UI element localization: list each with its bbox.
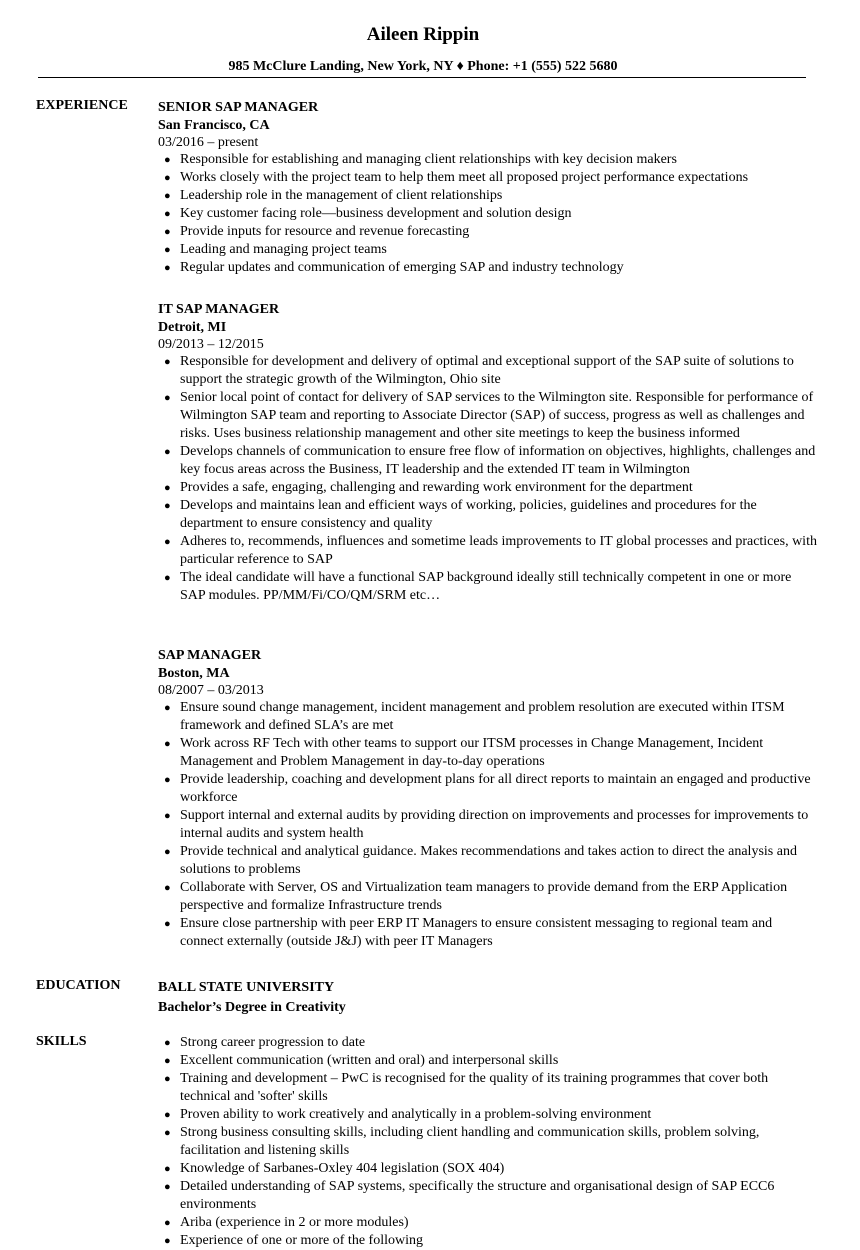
list-item: ● Strong career progression to date [164,1035,366,1050]
job-3 [158,647,818,951]
list-item: ● Provide leadership, coaching and development plans for all direct reports to maintain an engaged and productive workforce [164,772,811,805]
list-item: ● Ariba (experience in 2 or more modules) [164,1215,409,1230]
job-2 [158,301,818,605]
list-item: ● Provide technical and analytical guidance. Makes recommendations and takes action to direct the analysis and solutions to problems [164,844,797,877]
bullet-icon: ● [164,774,171,786]
bullet-icon: ● [164,1037,171,1049]
list-item: ● Strong business consulting skills, including client handling and communication skills, problem solving, facilitation and listening skills [164,1125,760,1158]
bullet-icon: ● [164,536,171,548]
bullet-icon: ● [164,1181,171,1193]
header-divider [38,77,806,78]
bullet-icon: ● [164,208,171,220]
list-item: ● The ideal candidate will have a functional SAP background ideally still technically competent in one or more SAP modules. PP/MM/Fi/CO/QM/SRM etc… [164,570,792,603]
list-item: ● Develops and maintains lean and efficient ways of working, policies, guidelines and procedures for the department to ensure consistency and quality [164,498,757,531]
bullet-icon: ● [164,1055,171,1067]
job-location: San Francisco, CA [158,118,270,133]
job-title: SAP MANAGER [158,648,262,663]
job-1 [158,99,818,277]
bullet-icon: ● [164,572,171,584]
education-entry [158,979,818,1017]
skills-heading: SKILLS [36,1034,87,1049]
degree: Bachelor’s Degree in Creativity [158,1000,346,1015]
bullet-icon: ● [164,446,171,458]
bullet-icon: ● [164,190,171,202]
list-item: ● Work across RF Tech with other teams to support our ITSM processes in Change Management, Incident Management and Problem Management in day-to-day operations [164,736,764,769]
bullet-icon: ● [164,1235,171,1247]
list-item: ● Experience of one or more of the following [164,1233,423,1248]
list-item: ● Develops channels of communication to ensure free flow of information on objectives, highlights, challenges and key focus areas across the Business, IT leadership and the extended IT team in Wilmington [164,444,816,477]
job-bullets [158,353,818,605]
skills-list [158,1034,818,1250]
list-item: ● Provide inputs for resource and revenue forecasting [164,224,470,239]
job-bullets [158,699,818,951]
list-item: ● Leading and managing project teams [164,242,387,257]
list-item: ● Support internal and external audits by providing direction on improvements and processes for improvements to internal audits and system health [164,808,809,841]
job-location: Boston, MA [158,666,230,681]
list-item: ● Ensure sound change management, incident management and problem resolution are executed within ITSM framework and defined SLA’s are met [164,700,785,733]
list-item: ● Collaborate with Server, OS and Virtualization team managers to provide demand from the ERP Application perspective and formalize Infrastructure trends [164,880,788,913]
job-dates: 03/2016 – present [158,135,259,150]
bullet-icon: ● [164,500,171,512]
job-dates: 09/2013 – 12/2015 [158,337,264,352]
list-item: ● Responsible for development and delivery of optimal and exceptional support of the SAP suite of solutions to support the strategic growth of the Wilmington, Ohio site [164,354,794,387]
candidate-name: Aileen Rippin [366,24,480,45]
bullet-icon: ● [164,702,171,714]
job-title: IT SAP MANAGER [158,302,280,317]
bullet-icon: ● [164,882,171,894]
bullet-icon: ● [164,1217,171,1229]
job-title: SENIOR SAP MANAGER [158,100,319,115]
bullet-icon: ● [164,1109,171,1121]
list-item: ● Adheres to, recommends, influences and sometime leads improvements to IT global processes and practices, with particular reference to SAP [164,534,817,567]
bullet-icon: ● [164,244,171,256]
bullet-icon: ● [164,226,171,238]
list-item: ● Responsible for establishing and managing client relationships with key decision makers [164,152,677,167]
bullet-icon: ● [164,738,171,750]
list-item: ● Leadership role in the management of client relationships [164,188,503,203]
bullet-icon: ● [164,1073,171,1085]
bullet-icon: ● [164,262,171,274]
list-item: ● Key customer facing role—business development and solution design [164,206,572,221]
list-item: ● Training and development – PwC is recognised for the quality of its training programmes that cover both technical and 'softer' skills [164,1071,769,1104]
bullet-icon: ● [164,154,171,166]
bullet-icon: ● [164,482,171,494]
list-item: ● Works closely with the project team to help them meet all proposed project performance expectations [164,170,749,185]
list-item: ● Detailed understanding of SAP systems, specifically the structure and organisational design of SAP ECC6 environments [164,1179,775,1212]
contact-line: 985 McClure Landing, New York, NY ♦ Phone: +1 (555) 522 5680 [228,59,618,74]
job-bullets [158,151,818,277]
list-item: ● Knowledge of Sarbanes-Oxley 404 legislation (SOX 404) [164,1161,505,1176]
list-item: ● Proven ability to work creatively and analytically in a problem-solving environment [164,1107,652,1122]
bullet-icon: ● [164,172,171,184]
job-location: Detroit, MI [158,320,227,335]
bullet-icon: ● [164,810,171,822]
experience-heading: EXPERIENCE [36,98,128,113]
bullet-icon: ● [164,1163,171,1175]
list-item: ● Ensure close partnership with peer ERP IT Managers to ensure consistent messaging to regional team and connect externally (outside J&J) with peer IT Managers [164,916,773,949]
bullet-icon: ● [164,1127,171,1139]
list-item: ● Provides a safe, engaging, challenging and rewarding work environment for the department [164,480,693,495]
bullet-icon: ● [164,356,171,368]
skills-bullets [158,1034,818,1250]
bullet-icon: ● [164,392,171,404]
school-name: BALL STATE UNIVERSITY [158,980,335,995]
list-item: ● Excellent communication (written and oral) and interpersonal skills [164,1053,559,1068]
list-item: ● Regular updates and communication of emerging SAP and industry technology [164,260,624,275]
bullet-icon: ● [164,918,171,930]
education-heading: EDUCATION [36,978,121,993]
job-dates: 08/2007 – 03/2013 [158,683,264,698]
bullet-icon: ● [164,846,171,858]
list-item: ● Senior local point of contact for delivery of SAP services to the Wilmington site. Responsible for performance of Wilmington SAP team and reporting to Associate Director (SAP) of success, progress as well as challenges and risks. Uses business relationship management and other site meetings to keep the business informed [164,390,814,441]
